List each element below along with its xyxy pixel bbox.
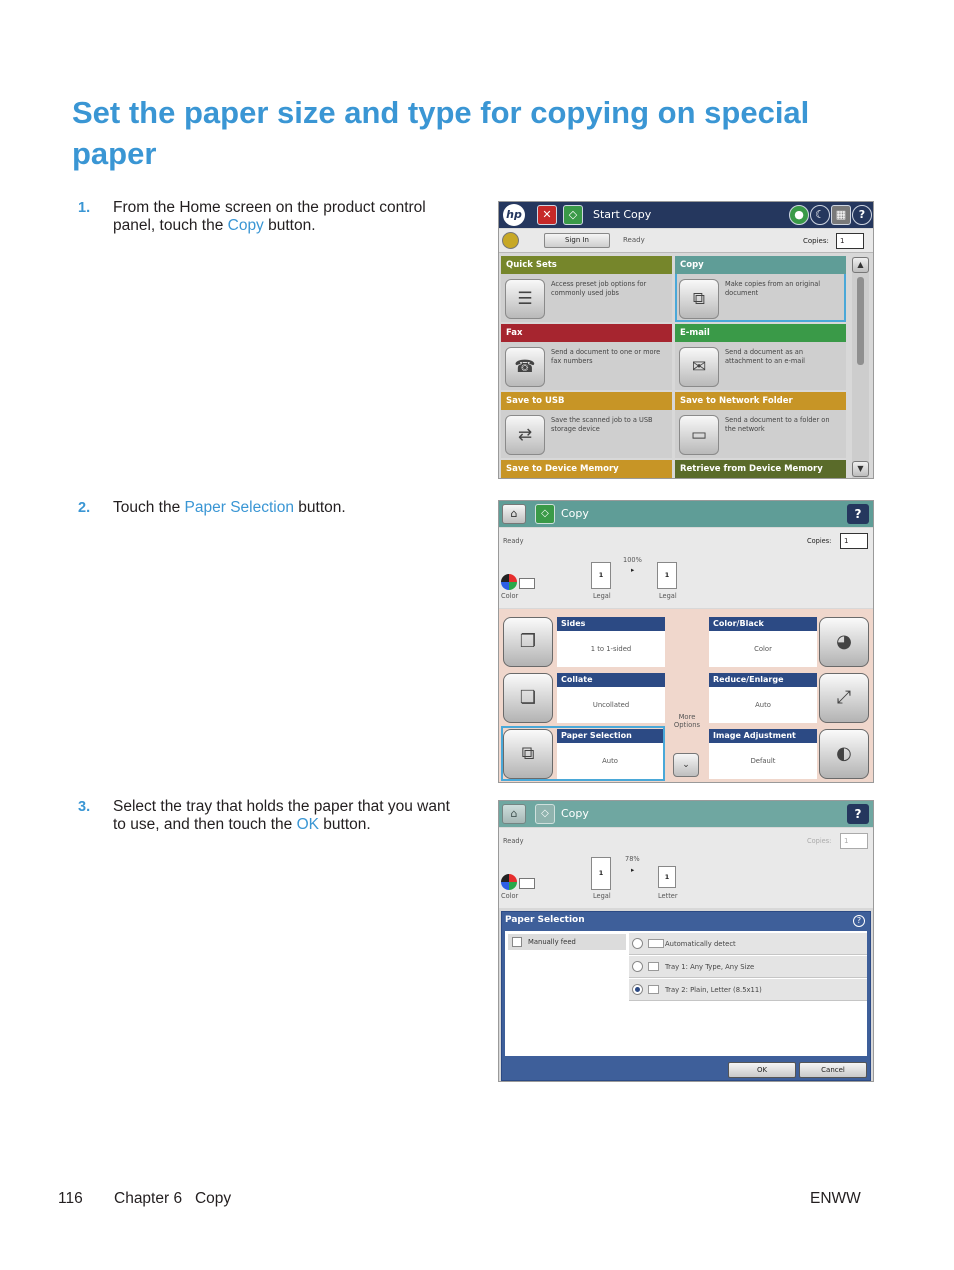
color-wheel-icon — [501, 874, 517, 890]
step-text: From the Home screen on the product control panel, touch the Copy button. — [113, 199, 426, 234]
checkbox-icon — [512, 937, 522, 947]
status-text: Ready — [503, 837, 524, 845]
collate-icon: ❏ — [503, 673, 553, 723]
help-icon[interactable]: ? — [853, 915, 865, 927]
help-icon: ? — [854, 807, 862, 821]
arrow-right-icon: ▸ — [631, 566, 635, 574]
page-icon — [519, 578, 535, 589]
step-number: 2. — [78, 500, 91, 516]
email-tile[interactable]: E-mail ✉ Send a document as an attachment to an e-mail — [675, 324, 846, 390]
chevron-up-icon: ▲ — [857, 260, 864, 269]
network-button[interactable] — [789, 205, 809, 225]
image-adjust-icon: ◐ — [819, 729, 869, 779]
copy-screen — [498, 500, 874, 783]
chapter-label: Chapter 6 Copy — [114, 1190, 232, 1207]
cancel-button[interactable]: Cancel — [799, 1062, 867, 1078]
title-bar — [499, 501, 873, 527]
quick-sets-tile[interactable]: Quick Sets ☰ Access preset job options for commonly used jobs — [501, 256, 672, 322]
original-size: Legal — [593, 592, 611, 600]
paper-selection-link[interactable]: Paper Selection — [184, 499, 294, 516]
start-icon: ◇ — [541, 808, 549, 819]
keyboard-icon: ▦ — [835, 208, 847, 221]
tray-icon — [648, 939, 664, 948]
home-icon: ⌂ — [510, 507, 518, 520]
page-icon — [519, 878, 535, 889]
copies-label: Copies: — [807, 537, 832, 545]
copy-tile[interactable]: Copy ⧉ Make copies from an original document — [675, 256, 846, 322]
scroll-thumb[interactable] — [857, 277, 864, 365]
save-to-device-memory-tile[interactable]: Save to Device Memory — [501, 460, 672, 479]
manual-feed-checkbox[interactable]: Manually feed — [508, 934, 626, 950]
step-text: Select the tray that holds the paper that you want to use, and then touch the OK button. — [113, 798, 450, 833]
stop-icon: ✕ — [542, 208, 552, 221]
start-button[interactable] — [563, 205, 583, 225]
start-icon: ◇ — [568, 208, 578, 221]
fax-icon: ☎ — [505, 347, 545, 387]
language-button[interactable] — [831, 205, 851, 225]
preview-area — [499, 828, 873, 908]
color-label: Color — [501, 592, 519, 600]
folder-icon: ▭ — [679, 415, 719, 455]
tray-option-tray1[interactable]: Tray 1: Any Type, Any Size — [629, 956, 867, 978]
sleep-button[interactable] — [810, 205, 830, 225]
stop-button[interactable] — [537, 205, 557, 225]
start-button[interactable] — [535, 804, 555, 824]
start-button[interactable] — [535, 504, 555, 524]
home-icon[interactable] — [502, 232, 519, 249]
color-label: Color — [501, 892, 519, 900]
zoom-percent: 78% — [625, 855, 640, 863]
start-copy-label: Start Copy — [593, 208, 652, 221]
copies-label: Copies: — [803, 237, 829, 245]
top-bar — [499, 202, 873, 228]
screen-title: Copy — [561, 807, 589, 820]
scrollbar[interactable] — [852, 257, 869, 479]
image-adjustment-option[interactable]: Image Adjustment Default ◐ — [709, 729, 871, 780]
home-icon: ⌂ — [510, 807, 518, 820]
tray-option-tray2[interactable]: Tray 2: Plain, Letter (8.5x11) — [629, 979, 867, 1001]
copies-input[interactable]: 1 — [840, 833, 868, 849]
save-to-usb-tile[interactable]: Save to USB ⇄ Save the scanned job to a USB storage device — [501, 392, 672, 458]
original-page-icon: 1 — [591, 562, 611, 589]
chevron-down-icon: ⌄ — [682, 760, 690, 770]
ok-link[interactable]: OK — [296, 816, 319, 833]
sides-icon: ❐ — [503, 617, 553, 667]
reduce-enlarge-icon: ⤢ — [819, 673, 869, 723]
home-button[interactable] — [502, 504, 526, 524]
copies-input[interactable]: 1 — [836, 233, 864, 249]
envelope-icon: ✉ — [679, 347, 719, 387]
page-title: Set the paper size and type for copying on special paper — [72, 95, 810, 171]
title-bar — [499, 801, 873, 827]
more-options-label: More Options — [673, 713, 701, 729]
hp-logo: hp — [503, 204, 525, 226]
page-number: 116 — [58, 1190, 83, 1207]
color-wheel-icon — [501, 574, 517, 590]
sign-in-button[interactable]: Sign In — [544, 233, 610, 248]
output-size: Letter — [658, 892, 678, 900]
paper-selection-screen — [498, 800, 874, 1082]
radio-button-selected[interactable] — [632, 984, 643, 995]
chevron-down-icon: ▼ — [857, 464, 864, 473]
help-button[interactable] — [847, 804, 869, 824]
tray-list — [505, 931, 867, 1056]
help-icon: ? — [854, 507, 862, 521]
moon-icon: ☾ — [815, 208, 825, 221]
screen-title: Copy — [561, 507, 589, 520]
preview-area — [499, 528, 873, 608]
paper-selection-option[interactable]: ⧉ Paper Selection Auto — [503, 729, 665, 780]
collate-option[interactable]: ❏ Collate Uncollated — [503, 673, 665, 724]
help-button[interactable] — [847, 504, 869, 524]
ok-button[interactable]: OK — [728, 1062, 796, 1078]
globe-icon: ● — [794, 208, 804, 221]
step-number: 3. — [78, 799, 91, 815]
home-screen — [498, 201, 874, 479]
color-black-option[interactable]: Color/Black Color ◕ — [709, 617, 871, 668]
dialog-title: Paper Selection — [505, 915, 585, 925]
tray-icon — [648, 962, 659, 971]
sides-option[interactable]: ❐ Sides 1 to 1-sided — [503, 617, 665, 668]
status-text: Ready — [503, 537, 524, 545]
output-page-icon: 1 — [658, 866, 676, 888]
paper-selection-dialog — [501, 911, 871, 1081]
zoom-percent: 100% — [623, 556, 642, 564]
home-button[interactable] — [502, 804, 526, 824]
copy-link[interactable]: Copy — [227, 217, 264, 234]
copy-icon: ⧉ — [679, 279, 719, 319]
document-list-icon: ☰ — [505, 279, 545, 319]
status-bar — [499, 229, 873, 253]
scroll-up-button[interactable] — [852, 257, 869, 273]
output-size: Legal — [659, 592, 677, 600]
radio-button[interactable] — [632, 961, 643, 972]
status-text: Ready — [623, 236, 645, 244]
radio-button[interactable] — [632, 938, 643, 949]
step-number: 1. — [78, 200, 91, 216]
original-page-icon: 1 — [591, 857, 611, 890]
copies-input[interactable]: 1 — [840, 533, 868, 549]
arrow-right-icon: ▸ — [631, 866, 635, 874]
color-icon: ◕ — [819, 617, 869, 667]
reduce-enlarge-option[interactable]: Reduce/Enlarge Auto ⤢ — [709, 673, 871, 724]
original-size: Legal — [593, 892, 611, 900]
start-icon: ◇ — [541, 508, 549, 519]
tray-icon — [648, 985, 659, 994]
copies-label: Copies: — [807, 837, 832, 845]
fax-tile[interactable]: Fax ☎ Send a document to one or more fax numbers — [501, 324, 672, 390]
help-button[interactable] — [852, 205, 872, 225]
step-text: Touch the Paper Selection button. — [113, 499, 346, 516]
tray-option-auto[interactable]: Automatically detect — [629, 933, 867, 955]
usb-icon: ⇄ — [505, 415, 545, 455]
paper-icon: ⧉ — [503, 729, 553, 779]
save-to-network-folder-tile[interactable]: Save to Network Folder ▭ Send a document to a folder on the network — [675, 392, 846, 458]
scroll-down-button[interactable] — [852, 461, 869, 477]
output-page-icon: 1 — [657, 562, 677, 589]
help-icon: ? — [858, 208, 866, 221]
retrieve-from-device-memory-tile[interactable]: Retrieve from Device Memory — [675, 460, 846, 479]
more-options-button[interactable] — [673, 753, 699, 777]
footer-right: ENWW — [810, 1190, 861, 1207]
